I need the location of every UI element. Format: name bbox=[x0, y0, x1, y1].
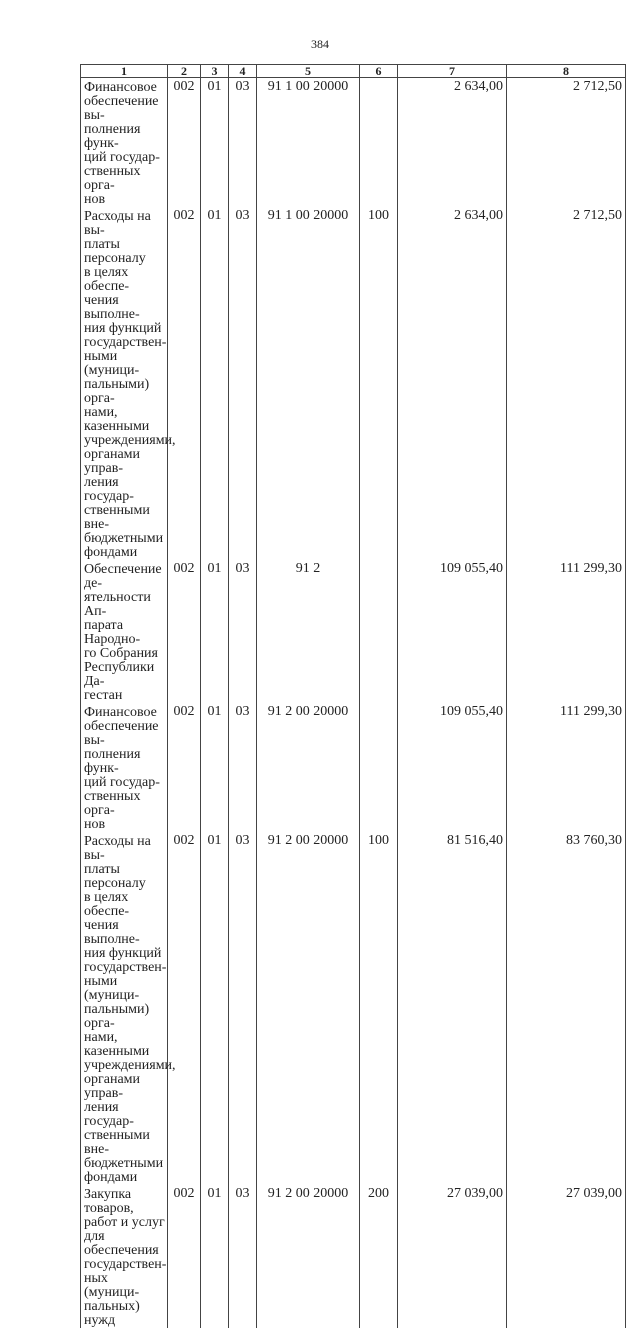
row-name-line: ций государ- bbox=[84, 775, 160, 790]
row-name-line: пальными) орга- bbox=[84, 377, 150, 406]
table-row bbox=[81, 832, 626, 1185]
row-name-line: государствен- bbox=[84, 960, 167, 975]
amount-year2-cell: 83 760,30 bbox=[507, 832, 626, 1185]
amount-year2-cell: 2 712,50 bbox=[507, 207, 626, 560]
row-name-line: ятельности Ап- bbox=[84, 590, 151, 619]
amount-year2-cell: 111 299,30 bbox=[507, 560, 626, 703]
row-name-line: нов bbox=[84, 192, 106, 207]
row-name-line: органами управ- bbox=[84, 447, 141, 476]
row-name-line: в целях обеспе- bbox=[84, 265, 130, 294]
expense-type-cell: 100 bbox=[360, 207, 398, 560]
expense-type-cell: 100 bbox=[360, 832, 398, 1185]
section-cell: 01 bbox=[201, 560, 229, 703]
column-header: 2 bbox=[168, 65, 201, 78]
row-name-cell bbox=[81, 703, 168, 832]
row-name-line: Расходы на вы- bbox=[84, 209, 151, 238]
column-header: 4 bbox=[229, 65, 257, 78]
row-name-line: Закупка товаров, bbox=[84, 1187, 134, 1216]
row-name-line: работ и услуг bbox=[84, 1215, 165, 1230]
subsection-cell: 03 bbox=[229, 1185, 257, 1328]
amount-year1-cell: 2 634,00 bbox=[398, 207, 507, 560]
row-name-line: для обеспечения bbox=[84, 1229, 159, 1258]
row-name-line: фондами bbox=[84, 1170, 138, 1185]
amount-year1-cell: 2 634,00 bbox=[398, 78, 507, 208]
amount-year1-cell: 109 055,40 bbox=[398, 703, 507, 832]
row-name-line: нами, казенными bbox=[84, 1030, 150, 1059]
expense-type-cell: 200 bbox=[360, 1185, 398, 1328]
header-row bbox=[81, 65, 626, 78]
row-name-line: нов bbox=[84, 817, 106, 832]
column-header: 8 bbox=[507, 65, 626, 78]
row-name-line: пальных) нужд bbox=[84, 1299, 140, 1328]
row-name-line: полнения функ- bbox=[84, 747, 141, 776]
row-name-line: Республики Да- bbox=[84, 660, 155, 689]
amount-year2-cell: 111 299,30 bbox=[507, 703, 626, 832]
row-name-line: чения выполне- bbox=[84, 918, 140, 947]
section-cell: 01 bbox=[201, 703, 229, 832]
subsection-cell: 03 bbox=[229, 832, 257, 1185]
row-name-line: органами управ- bbox=[84, 1072, 141, 1101]
subsection-cell: 03 bbox=[229, 560, 257, 703]
table-row bbox=[81, 703, 626, 832]
expense-type-cell bbox=[360, 703, 398, 832]
row-name-cell bbox=[81, 1185, 168, 1328]
row-name-line: государствен- bbox=[84, 1257, 167, 1272]
expense-type-cell bbox=[360, 78, 398, 208]
row-name-line: бюджетными bbox=[84, 531, 164, 546]
row-name-line: ственными вне- bbox=[84, 1128, 150, 1157]
row-name-line: Обеспечение де- bbox=[84, 562, 162, 591]
amount-year1-cell: 81 516,40 bbox=[398, 832, 507, 1185]
page-number: 384 bbox=[311, 37, 329, 51]
section-cell: 01 bbox=[201, 832, 229, 1185]
target-article-cell: 91 1 00 20000 bbox=[257, 207, 360, 560]
target-article-cell: 91 2 00 20000 bbox=[257, 703, 360, 832]
row-name-line: ственных орга- bbox=[84, 164, 141, 193]
column-header: 6 bbox=[360, 65, 398, 78]
row-name-line: ственными вне- bbox=[84, 503, 150, 532]
row-name-line: ния функций bbox=[84, 321, 162, 336]
target-article-cell: 91 2 00 20000 bbox=[257, 832, 360, 1185]
row-name-line: пальными) орга- bbox=[84, 1002, 150, 1031]
subsection-cell: 03 bbox=[229, 207, 257, 560]
subsection-cell: 03 bbox=[229, 703, 257, 832]
amount-year2-cell: 27 039,00 bbox=[507, 1185, 626, 1328]
row-name-line: го Собрания bbox=[84, 646, 158, 661]
row-name-line: фондами bbox=[84, 545, 138, 560]
row-name-line: ными (муници- bbox=[84, 349, 140, 378]
target-article-cell: 91 2 bbox=[257, 560, 360, 703]
row-name-line: парата Народно- bbox=[84, 618, 141, 647]
row-name-line: чения выполне- bbox=[84, 293, 140, 322]
section-cell: 01 bbox=[201, 1185, 229, 1328]
expense-type-cell bbox=[360, 560, 398, 703]
row-name-line: ния функций bbox=[84, 946, 162, 961]
row-name-line: учреждениями, bbox=[84, 1058, 176, 1073]
budget-table bbox=[80, 64, 626, 1328]
target-article-cell: 91 1 00 20000 bbox=[257, 78, 360, 208]
row-name-line: Финансовое bbox=[84, 705, 157, 720]
row-name-line: полнения функ- bbox=[84, 122, 141, 151]
amount-year1-cell: 109 055,40 bbox=[398, 560, 507, 703]
row-name-line: ления государ- bbox=[84, 475, 134, 504]
table-row bbox=[81, 560, 626, 703]
column-header: 1 bbox=[81, 65, 168, 78]
row-name-line: нами, казенными bbox=[84, 405, 150, 434]
amount-year2-cell: 2 712,50 bbox=[507, 78, 626, 208]
row-name-cell bbox=[81, 560, 168, 703]
amount-year1-cell: 27 039,00 bbox=[398, 1185, 507, 1328]
table-row bbox=[81, 1185, 626, 1328]
target-article-cell: 91 2 00 20000 bbox=[257, 1185, 360, 1328]
table-row bbox=[81, 207, 626, 560]
ministry-code-cell: 002 bbox=[168, 703, 201, 832]
column-header: 5 bbox=[257, 65, 360, 78]
row-name-line: ций государ- bbox=[84, 150, 160, 165]
row-name-cell bbox=[81, 207, 176, 560]
ministry-code-cell: 002 bbox=[168, 560, 201, 703]
row-name-line: в целях обеспе- bbox=[84, 890, 130, 919]
row-name-line: платы персоналу bbox=[84, 862, 146, 891]
table-row bbox=[81, 78, 626, 208]
ministry-code-cell: 002 bbox=[168, 1185, 201, 1328]
ministry-code-cell: 002 bbox=[168, 207, 201, 560]
row-name-line: обеспечение вы- bbox=[84, 94, 159, 123]
row-name-cell bbox=[81, 78, 168, 208]
row-name-line: ных (муници- bbox=[84, 1271, 140, 1300]
row-name-line: Финансовое bbox=[84, 80, 157, 95]
column-header: 7 bbox=[398, 65, 507, 78]
row-name-line: гестан bbox=[84, 688, 123, 703]
row-name-line: бюджетными bbox=[84, 1156, 164, 1171]
row-name-line: Расходы на вы- bbox=[84, 834, 151, 863]
column-header: 3 bbox=[201, 65, 229, 78]
row-name-line: ственных орга- bbox=[84, 789, 141, 818]
row-name-line: обеспечение вы- bbox=[84, 719, 159, 748]
ministry-code-cell: 002 bbox=[168, 78, 201, 208]
ministry-code-cell: 002 bbox=[168, 832, 201, 1185]
section-cell: 01 bbox=[201, 78, 229, 208]
row-name-line: учреждениями, bbox=[84, 433, 176, 448]
row-name-line: ными (муници- bbox=[84, 974, 140, 1003]
row-name-cell bbox=[81, 832, 176, 1185]
row-name-line: ления государ- bbox=[84, 1100, 134, 1129]
row-name-line: государствен- bbox=[84, 335, 167, 350]
subsection-cell: 03 bbox=[229, 78, 257, 208]
section-cell: 01 bbox=[201, 207, 229, 560]
row-name-line: платы персоналу bbox=[84, 237, 146, 266]
